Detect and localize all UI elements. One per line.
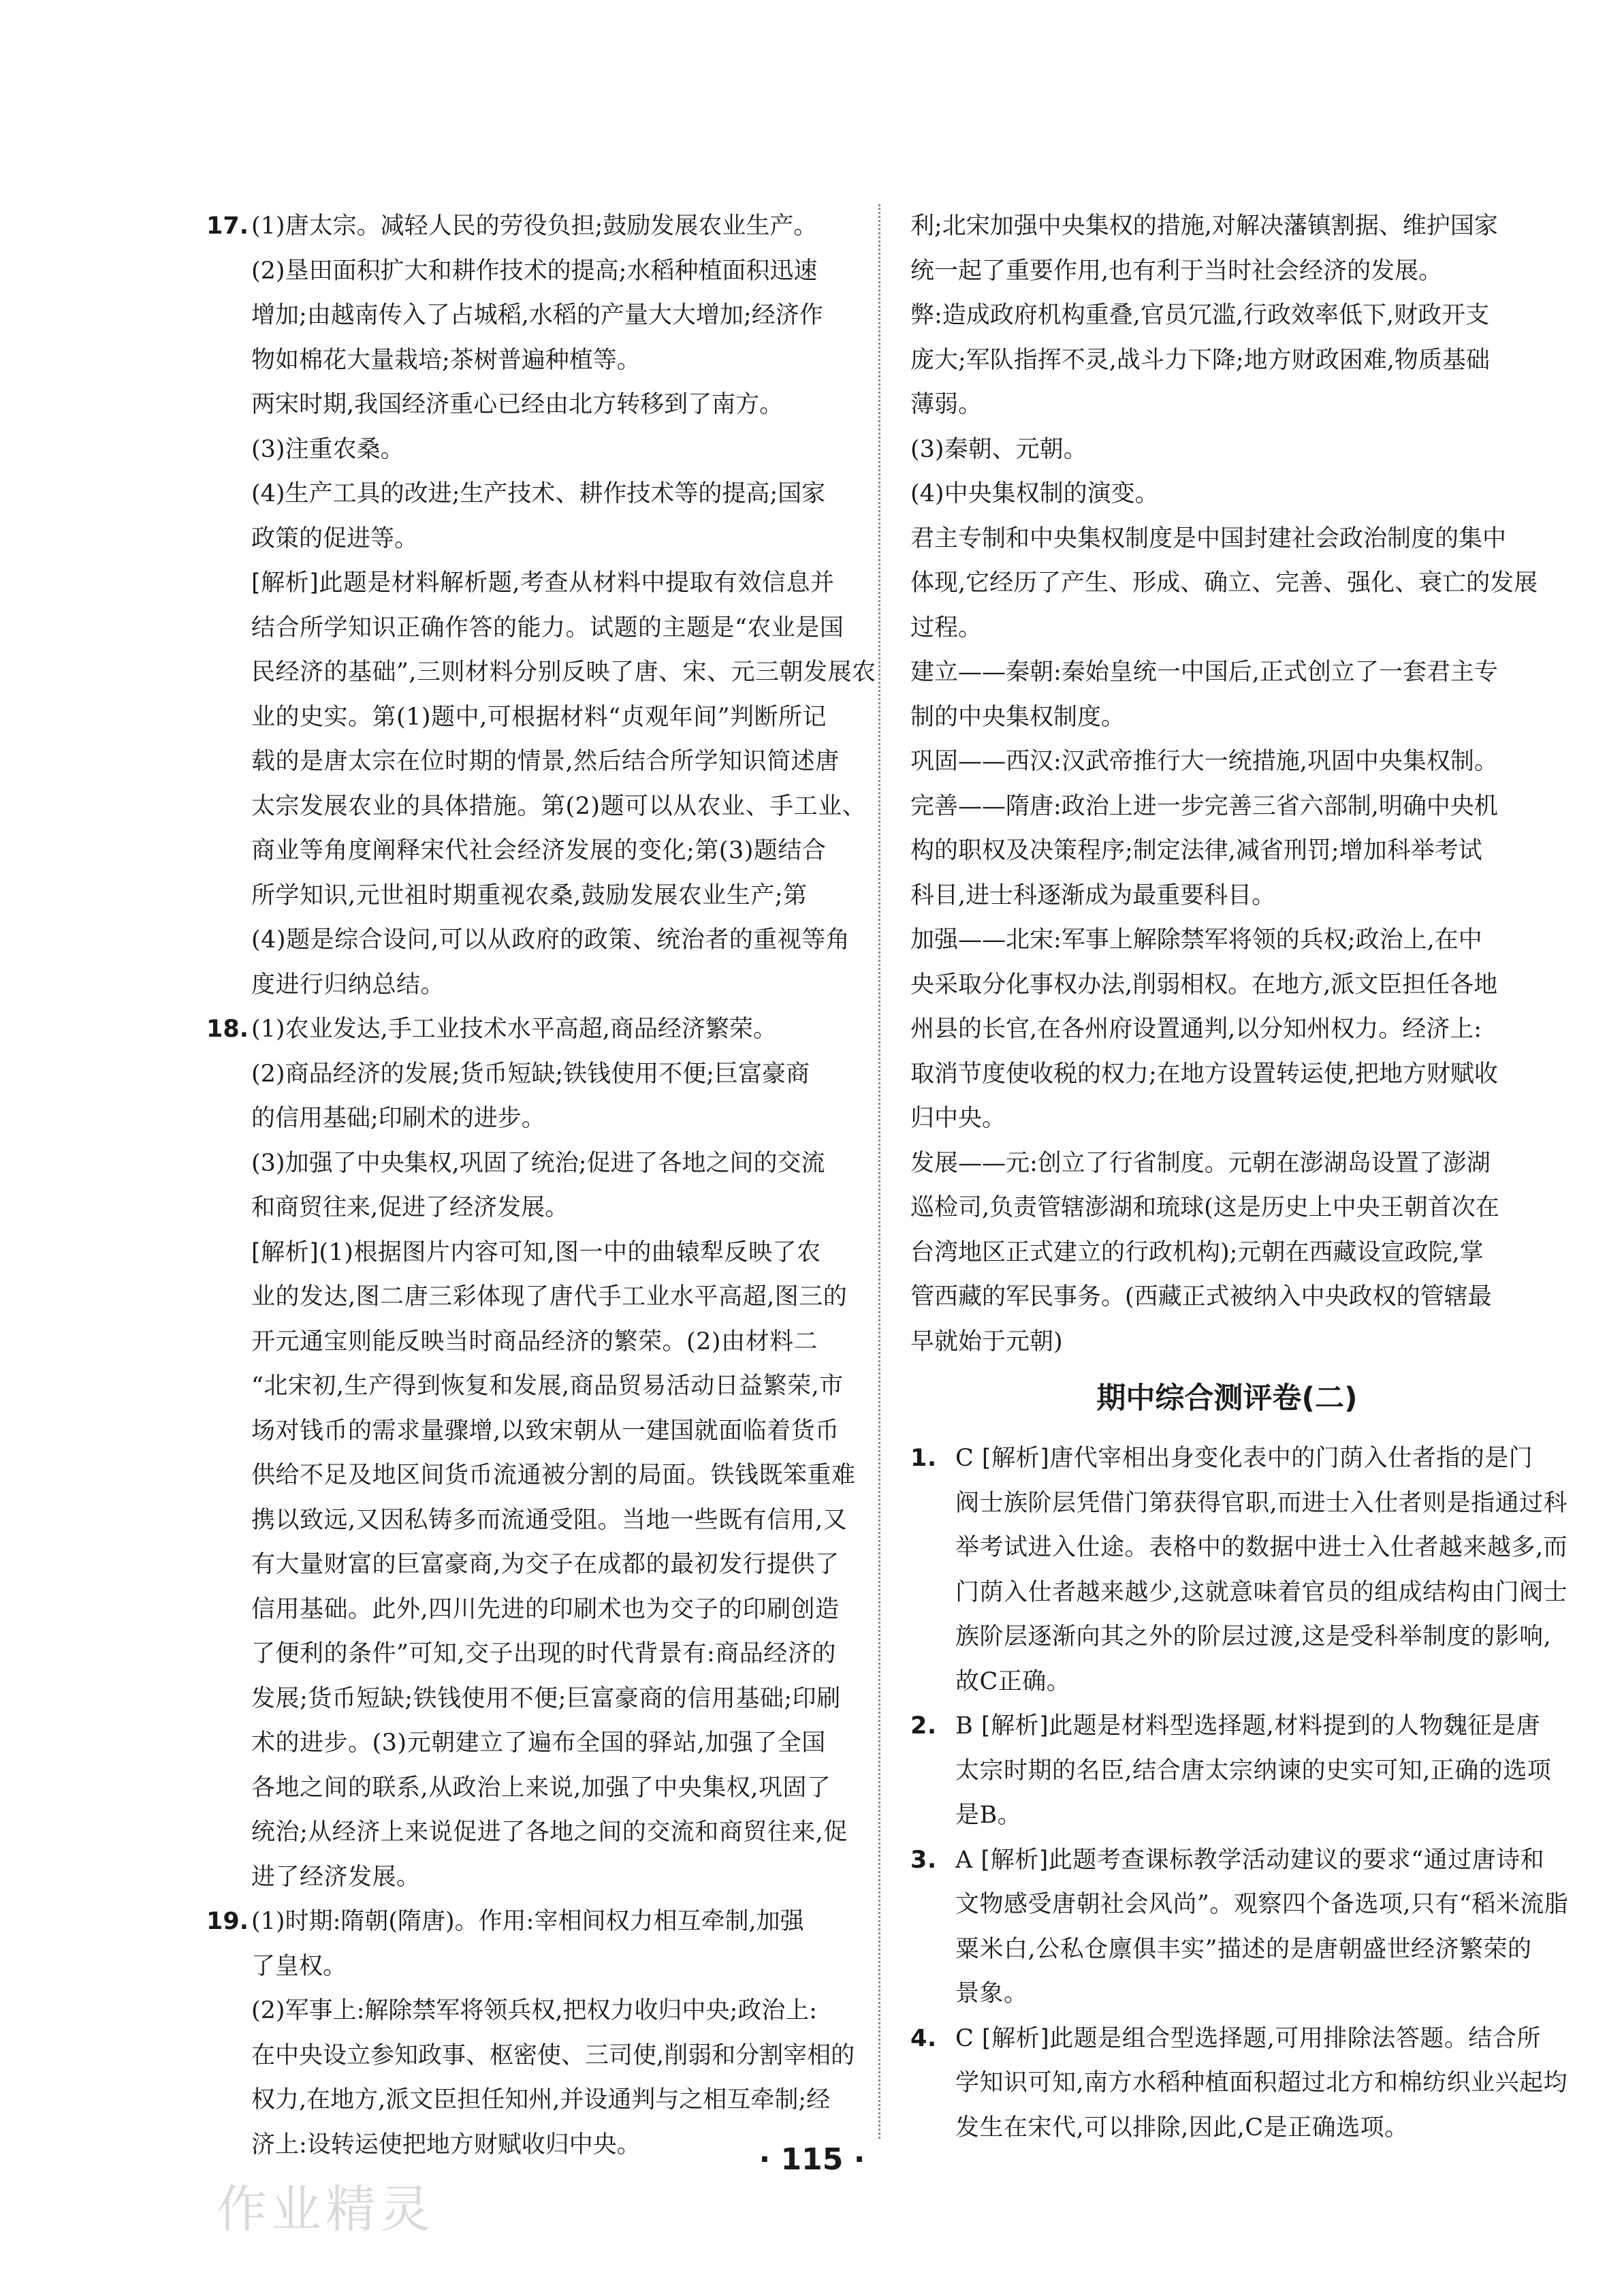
left-column [206, 204, 907, 2167]
right-column [910, 204, 1569, 2150]
page-number: · 115 · [759, 2142, 865, 2177]
question-19: 19. (1)时期:隋朝(隋唐)。作用:宰相间权力相互牵制,加强 了皇权。 (2)军事上:解除禁军将领兵权,把权力收归中央;政治上: 在中央设立参知政事、枢密使、三司使,削弱和分割宰相的 权力,在地方,派文臣担任知州,并设通判与之相互牵制;经 济上:设转运使把地方财赋收归中央。 [251, 1900, 907, 2167]
analysis: [解析]此题是材料解析题,考查从材料中提取有效信息并 [251, 569, 835, 597]
question-18: 18. (1)农业发达,手工业技术水平高超,商品经济繁荣。 (2)商品经济的发展;货币短缺;铁钱使用不便;巨富豪商 的信用基础;印刷术的进步。 (3)加强了中央集权,巩固了统治;促进了各地之间的交流 和商贸往来,促进了经济发展。 [解析](1)根据图片内容可知,图一中的曲辕犁反映了农 业的发达,图二唐三彩体现了唐代手工业水平高超,图三的 开元通宝则能反映当时商品经济的繁荣。(2)由材料二 “北宋初,生产得到恢复和发展,商品贸易活动日益繁荣,市 场对钱币的需求量骤增,以致宋朝从一建国就面临着货币 供给不足及地区间货币流通被分割的局面。铁钱既笨重难 携以致远,又因私铸多而流通受阻。当地一些既有信用,又 有大量财富的巨富豪商,为交子在成都的最初发行提供了 信用基础。此外,四川先进的印刷术也为交子的印刷创造 了便利的条件”可知,交子出现的时代背景有:商品经济的 发展;货币短缺;铁钱使用不便;巨富豪商的信用基础;印刷 术的进步。(3)元朝建立了遍布全国的驿站,加强了全国 各地之间的联系,从政治上来说,加强了中央集权,巩固了 统治;从经济上来说促进了各地之间的交流和商贸往来,促 进了经济发展。 [251, 1007, 907, 1900]
analysis: [解析](1)根据图片内容可知,图一中的曲辕犁反映了农 [251, 1238, 821, 1266]
question-number: 19. [206, 1908, 249, 1935]
mc-answer-3: 3. A [解析]此题考查课标教学活动建议的要求“通过唐诗和 [910, 1846, 1545, 1874]
question-19-continued: 利;北宋加强中央集权的措施,对解决藩镇割据、维护国家 统一起了重要作用,也有利于当时社会经济的发展。 弊:造成政府机构重叠,官员冗滥,行政效率低下,财政开支 庞大;军队指挥不灵,战斗力下降;地方财政困难,物质基础 薄弱。 (3)秦朝、元朝。 (4)中央集权制的演变。 君主专制和中央集权制度是中国封建社会政治制度的集中 体现,它经历了产生、形成、确立、完善、强化、衰亡的发展 过程。 建立——秦朝:秦始皇统一中国后,正式创立了一套君主专 制的中央集权制度。 巩固——西汉:汉武帝推行大一统措施,巩固中央集权制。 完善——隋唐:政治上进一步完善三省六部制,明确中央机 构的职权及决策程序;制定法律,减省刑罚;增加科举考试 科目,进士科逐渐成为最重要科目。 加强——北宋:军事上解除禁军将领的兵权;政治上,在中 央采取分化事权办法,削弱相权。在地方,派文臣担任各地 州县的长官,在各州府设置通判,以分知州权力。经济上: 取消节度使收税的权力;在地方设置转运使,把地方财赋收 归中央。 发展——元:创立了行省制度。元朝在澎湖岛设置了澎湖 巡检司,负责管辖澎湖和琉球(这是历史上中央王朝首次在 台湾地区正式建立的行政机构);元朝在西藏设宣政院,掌 管西藏的军民事务。(西藏正式被纳入中央政权的管辖最 早就始于元朝) [910, 213, 1538, 1355]
column-divider [878, 204, 880, 2139]
answer-letter: C [955, 2024, 974, 2052]
mc-answer-1: 1. C [解析]唐代宰相出身变化表中的门荫入仕者指的是门 [910, 1445, 1533, 1472]
analysis-tag: [解析] [251, 1238, 319, 1266]
question-number: 17. [206, 213, 249, 240]
analysis-tag: [解析] [251, 569, 319, 597]
section-title: 期中综合测评卷(二) [1096, 1381, 1358, 1415]
answer-letter: A [955, 1846, 973, 1874]
answer-letter: C [955, 1445, 974, 1472]
answer-letter: B [955, 1712, 974, 1740]
mc-section: 期中综合测评卷(二) 1. C [解析]唐代宰相出身变化表中的门荫入仕者指的是门 阀士族阶层凭借门第获得官职,而进士入仕者则是指通过科 举考试进入仕途。表格中的数据中进士入仕者越来越多,而 门荫入仕者越来越少,这就意味着官员的组成结构由门阀士 族阶层逐渐向其之外的阶层过渡,这是受科举制度的影响, 故C正确。 2. B [解析]此题是材料型选择题,材料提到的人物魏征是唐 太宗时期的名臣,结合唐太宗纳谏的史实可知,正确的选项 是B。 3. A [解析]此题考查课标教学活动建议的要求“通过唐诗和 文物感受唐朝社会风尚”。观察四个备选项,只有“稻米流脂 粟米白,公私仓廪俱丰实”描述的是唐朝盛世经济繁荣的 景象。 4. C [解析]此题是组合型选择题,可用排除法答题。结合所 学知识可知,南方水稻种植面积超过北方和棉纺织业兴起均 发生在宋代,可以排除,因此,C是正确选项。 [910, 1364, 1544, 2150]
watermark: 作业精灵 [217, 2180, 434, 2239]
question-number: 18. [206, 1016, 249, 1043]
question-17: 17. (1)唐太宗。减轻人民的劳役负担;鼓励发展农业生产。 (2)垦田面积扩大和耕作技术的提高;水稻种植面积迅速 增加;由越南传入了占城稻,水稻的产量大大增加;经济作 物如棉花大量栽培;茶树普遍种植等。 两宋时期,我国经济重心已经由北方转移到了南方。 (3)注重农桑。 (4)生产工具的改进;生产技术、耕作技术等的提高;国家 政策的促进等。 [解析]此题是材料解析题,考查从材料中提取有效信息并 结合所学知识正确作答的能力。试题的主题是“农业是国 民经济的基础”,三则材料分别反映了唐、宋、元三朝发展农 业的史实。第(1)题中,可根据材料“贞观年间”判断所记 载的是唐太宗在位时期的情景,然后结合所学知识简述唐 太宗发展农业的具体措施。第(2)题可以从农业、手工业、 商业等角度阐释宋代社会经济发展的变化;第(3)题结合 所学知识,元世祖时期重视农桑,鼓励发展农业生产;第 (4)题是综合设问,可以从政府的政策、统治者的重视等角 度进行归纳总结。 [251, 204, 907, 1007]
mc-answer-4: 4. C [解析]此题是组合型选择题,可用排除法答题。结合所 [910, 2024, 1541, 2052]
mc-answer-2: 2. B [解析]此题是材料型选择题,材料提到的人物魏征是唐 [910, 1712, 1540, 1740]
